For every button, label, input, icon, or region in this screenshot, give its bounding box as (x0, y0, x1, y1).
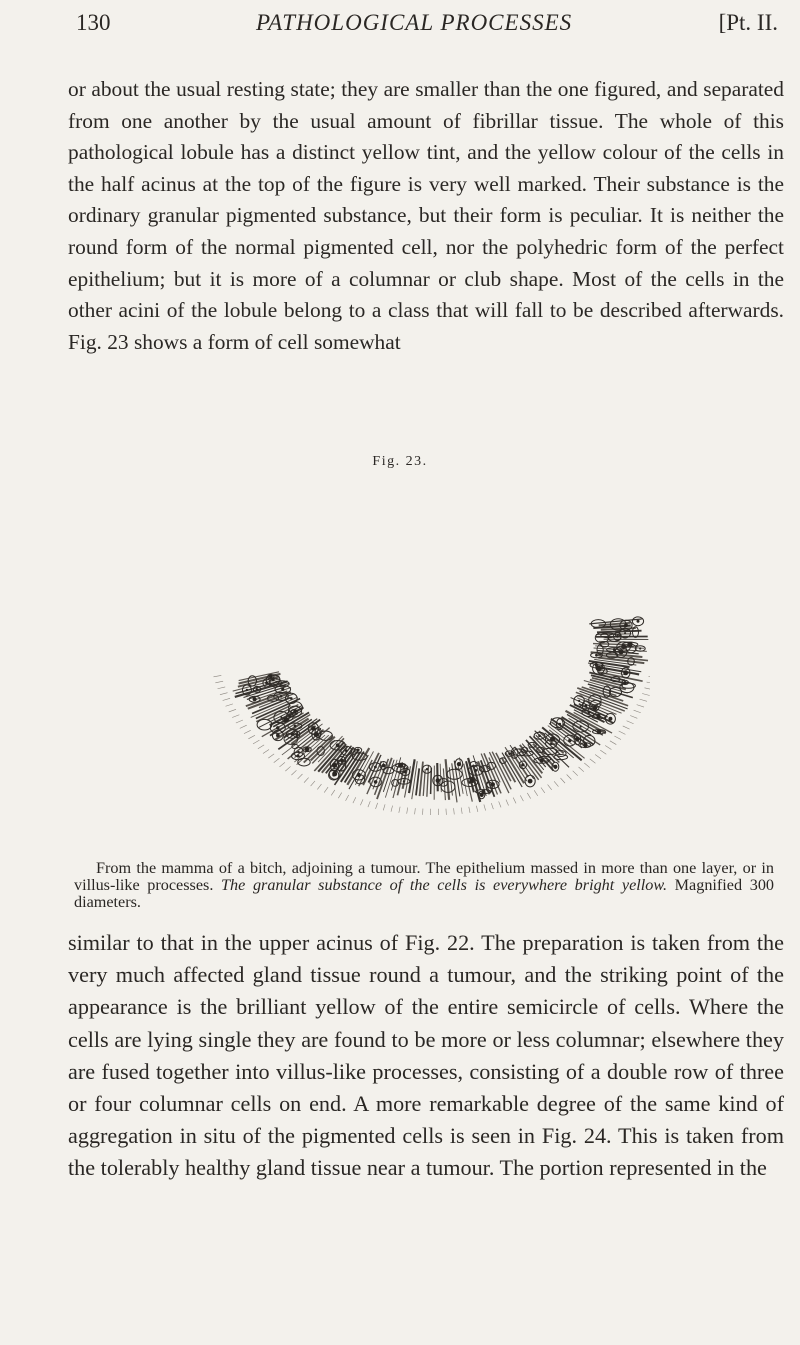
cell-semicircle-engraving (190, 468, 650, 858)
running-title: PATHOLOGICAL PROCESSES (256, 10, 573, 35)
page-number: 130 (76, 10, 111, 35)
figure-caption (74, 860, 774, 911)
figure-label: Fig. 23. (372, 454, 428, 469)
caption-plain: From the mamma of a bitch, adjoining a tumour. The epithelium massed in more than one layer, or in villus-like processes. (74, 859, 774, 894)
figure-illustration (190, 468, 650, 858)
caption-italic: The granular substance of the cells is everywhere bright yellow. (221, 876, 667, 894)
part-marker: [Pt. II. (718, 10, 778, 35)
caption-tail: Magnified 300 diameters. (74, 876, 775, 911)
running-head (76, 10, 778, 42)
paragraph-2: similar to that in the upper acinus of Fig. 22. The preparation is taken from the very much affected gland tissue round a tumour, and the striking point of the appearance is the brilliant yellow of the entire semicircle of cells. Where the cells are lying single they are found to be more or less columnar; elsewhere they are fused together into villus-like processes, consisting of a double row of three or four columnar cells on end. A more remarkable degree of the same kind of aggregation in situ of the pigmented cells is seen in Fig. 24. This is taken from the tolerably healthy gland tissue near a tumour. The portion represented in the (68, 930, 784, 1181)
paragraph-1: or about the usual resting state; they are smaller than the one figured, and separated from one another by the usual amount of fibrillar tissue. The whole of this pathological lobule has a distinct yellow tint, and the yellow colour of the cells in the half acinus at the top of the figure is very well marked. Their substance is the ordinary granular pigmented substance, but their form is peculiar. It is neither the round form of the normal pigmented cell, nor the polyhedric form of the perfect epithelium; but it is more of a columnar or club shape. Most of the cells in the other acini of the lobule belong to a class that will fall to be described afterwards. Fig. 23 shows a form of cell somewhat (68, 77, 784, 354)
cell-band (214, 610, 650, 815)
